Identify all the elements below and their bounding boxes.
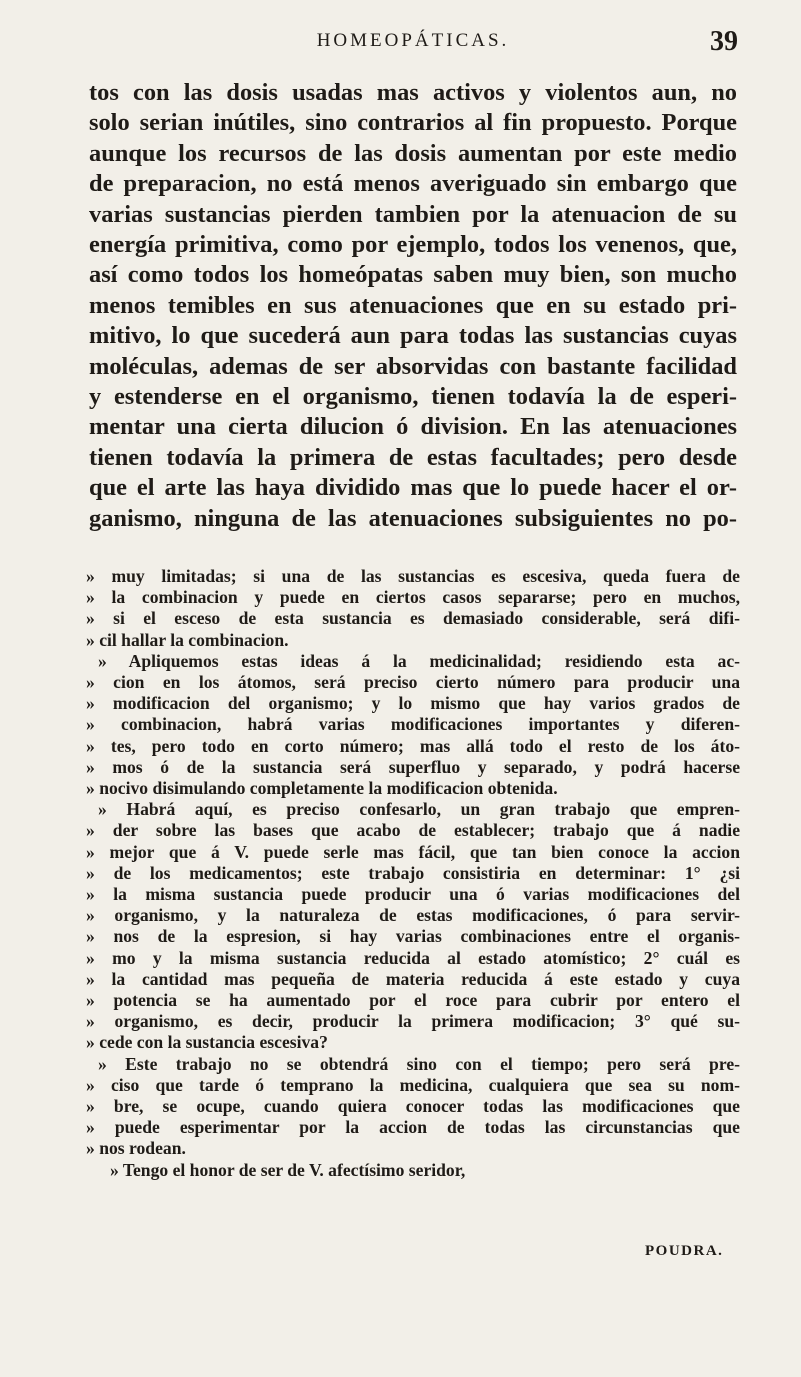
text-line: y estenderse en el organismo, tienen todavía la de esperi- [89, 383, 737, 411]
text-line: solo serian inútiles, sino contrarios al fin propuesto. Porque [89, 109, 737, 137]
note-line: » nos de la espresion, si hay varias combinaciones entre el organis- [86, 926, 740, 947]
note-line: » la misma sustancia puede producir una ó varias modificaciones del [86, 884, 740, 905]
note-line: » de los medicamentos; este trabajo consistiria en determinar: 1° ¿si [86, 862, 740, 883]
note-line: » Tengo el honor de ser de V. afectísimo seridor, [110, 1159, 466, 1180]
text-line: varias sustancias pierden tambien por la atenuacion de su [89, 200, 737, 228]
note-line: » puede esperimentar por la accion de todas las circunstancias que [86, 1117, 740, 1138]
note-line: » mo y la misma sustancia reducida al estado atomístico; 2° cuál es [86, 947, 740, 968]
signature: POUDRA. [645, 1243, 724, 1259]
note-line: » Apliquemos estas ideas á la medicinalidad; residiendo esta ac- [98, 650, 740, 671]
running-head [88, 26, 738, 62]
text-line: que el arte las haya dividido mas que lo puede hacer el or- [89, 474, 737, 502]
text-line: energía primitiva, como por ejemplo, todos los venenos, que, [89, 231, 737, 259]
note-line: » ciso que tarde ó temprano la medicina, cualquiera que sea su nom- [86, 1074, 740, 1095]
text-line: tienen todavía la primera de estas facultades; pero desde [89, 443, 737, 471]
text-line: mitivo, lo que sucederá aun para todas las sustancias cuyas [89, 322, 737, 350]
main-text [89, 78, 737, 534]
note-line: » la combinacion y puede en ciertos casos separarse; pero en muchos, [86, 587, 740, 608]
note-line: » mejor que á V. puede serle mas fácil, que tan bien conoce la accion [86, 841, 740, 862]
note-line: » bre, se ocupe, cuando quiera conocer todas las modificaciones que [86, 1096, 740, 1117]
note-line: » si el esceso de esta sustancia es demasiado considerable, será difi- [86, 608, 740, 629]
note-line: » modificacion del organismo; y lo mismo que hay varios grados de [86, 693, 740, 714]
note-line: » mos ó de la sustancia será superfluo y separado, y podrá hacerse [86, 756, 740, 777]
text-line: así como todos los homeópatas saben muy bien, son mucho [89, 261, 737, 289]
running-title: HOMEOPÁTICAS. [316, 30, 510, 51]
note-line: » nocivo disimulando completamente la modificacion obtenida. [86, 778, 558, 799]
text-line: menos temibles en sus atenuaciones que en su estado pri- [89, 291, 737, 319]
text-line: moléculas, ademas de ser absorvidas con bastante facilidad [89, 352, 737, 380]
note-line: » potencia se ha aumentado por el roce para cubrir por entero el [86, 990, 740, 1011]
text-line: mentar una cierta dilucion ó division. En las atenuaciones [89, 413, 737, 441]
note-line: » la cantidad mas pequeña de materia reducida á este estado y cuya [86, 968, 740, 989]
note-line: » der sobre las bases que acabo de establecer; trabajo que á nadie [86, 820, 740, 841]
footnote-block [86, 566, 740, 1181]
note-line: » Habrá aquí, es preciso confesarlo, un gran trabajo que empren- [98, 799, 740, 820]
text-line: de preparacion, no está menos averiguado sin embargo que [89, 170, 737, 198]
note-line: » muy limitadas; si una de las sustancias es escesiva, queda fuera de [86, 566, 740, 586]
text-line: ganismo, ninguna de las atenuaciones subsiguientes no po- [89, 504, 737, 532]
note-line: » combinacion, habrá varias modificaciones importantes y diferen- [86, 714, 740, 735]
note-line: » organismo, es decir, producir la primera modificacion; 3° qué su- [86, 1011, 740, 1032]
note-line: » cede con la sustancia escesiva? [86, 1032, 328, 1053]
page-number: 39 [710, 26, 738, 57]
note-line: » organismo, y la naturaleza de estas modificaciones, ó para servir- [86, 905, 740, 926]
note-line: » nos rodean. [86, 1138, 186, 1159]
text-line: tos con las dosis usadas mas activos y violentos aun, no [89, 79, 737, 106]
note-line: » tes, pero todo en corto número; mas allá todo el resto de los áto- [86, 735, 740, 756]
note-line: » cil hallar la combinacion. [86, 629, 289, 650]
note-line: » cion en los átomos, será preciso cierto número para producir una [86, 672, 740, 693]
note-line: » Este trabajo no se obtendrá sino con el tiempo; pero será pre- [98, 1053, 740, 1074]
text-line: aunque los recursos de las dosis aumentan por este medio [89, 139, 737, 167]
